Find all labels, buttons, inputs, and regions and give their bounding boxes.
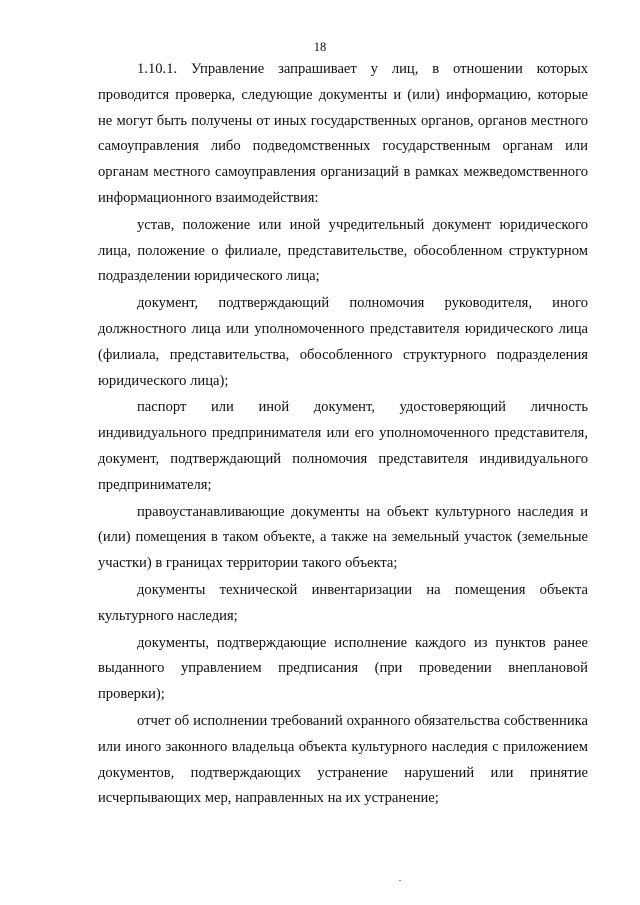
page-number: 18	[313, 40, 327, 54]
paragraph-item-title-documents: правоустанавливающие документы на объект культурного наследия и (или) помещения в таком объекте, а также на земельный участок (земельные участки) в границах территории такого объекта;	[98, 503, 588, 572]
paragraph-item-charter: устав, положение или иной учредительный документ юридического лица, положение о филиале, представительстве, обособленном структурном подразделении юридического лица;	[98, 216, 588, 285]
paragraph-item-authority-document: документ, подтверждающий полномочия руководителя, иного должностного лица или уполномоченного представителя юридического лица (филиала, представительства, обособленного структурного подразделения юридического лица);	[98, 295, 588, 389]
paragraph-item-passport: паспорт или иной документ, удостоверяющий личность индивидуального предпринимателя или его уполномоченного представителя, документ, подтверждающий полномочия представителя индивидуального предпринимателя;	[98, 399, 588, 493]
paragraph-item-obligation-report: отчет об исполнении требований охранного обязательства собственника или иного законного владельца объекта культурного наследия с приложением документов, подтверждающих устранение нарушений или принятие исчерпывающих мер, направленных на их устранение;	[98, 712, 588, 807]
paragraph-item-order-compliance: документы, подтверждающие исполнение каждого из пунктов ранее выданного управлением предписания (при проведении внеплановой проверки);	[98, 634, 588, 703]
paragraph-intro: 1.10.1. Управление запрашивает у лиц, в отношении которых проводится проверка, следующие документы и (или) информацию, которые не могут быть получены от иных государственных органов, органов местного самоуправления либо подведомственных государственным органам или органам местного самоуправления организаций в рамках межведомственного информационного взаимодействия:	[98, 61, 588, 206]
document-body	[98, 57, 588, 812]
scan-artifact	[399, 880, 401, 881]
paragraph-item-inventory-documents: документы технической инвентаризации на помещения объекта культурного наследия;	[98, 581, 588, 624]
